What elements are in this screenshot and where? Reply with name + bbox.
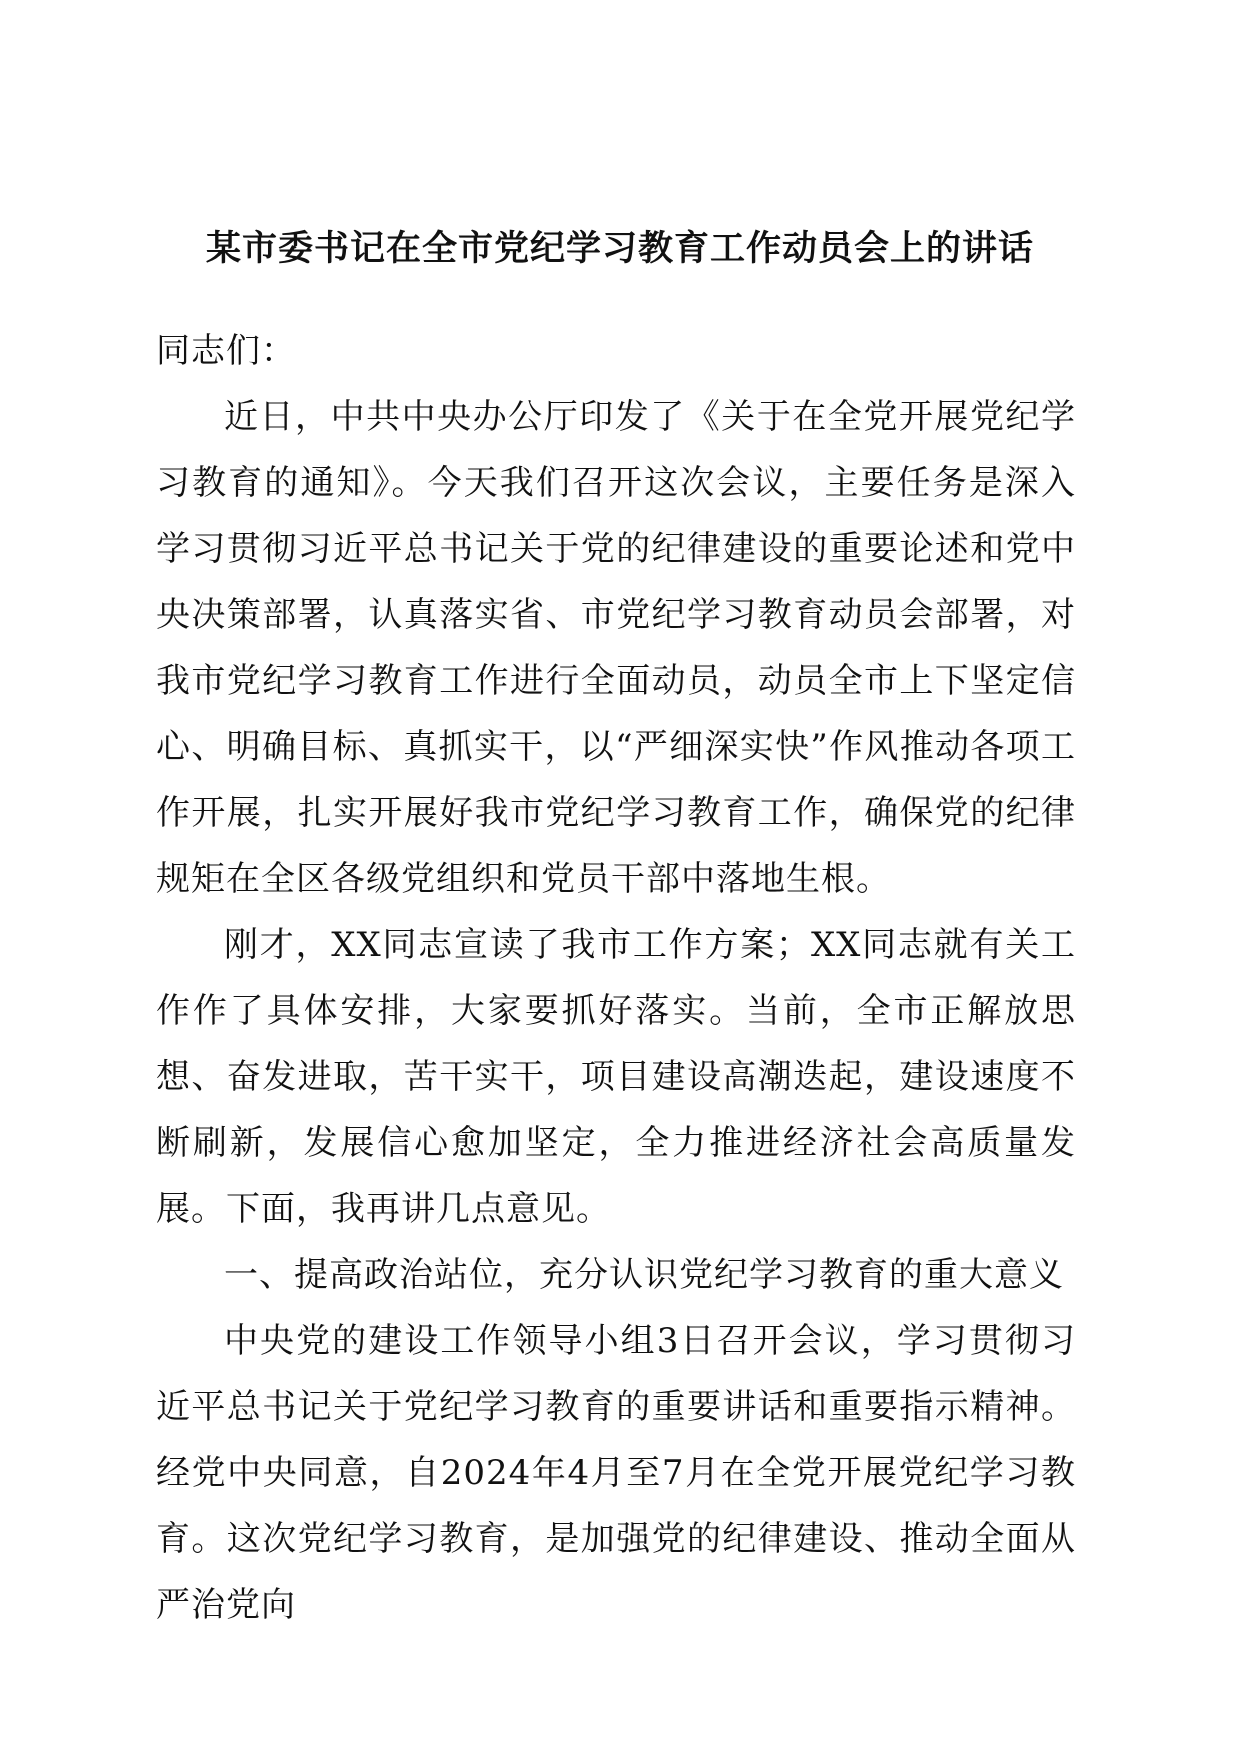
paragraph-context: 刚才，XX同志宣读了我市工作方案；XX同志就有关工作作了具体安排，大家要抓好落实。当前，全市正解放思想、奋发进取，苦干实干，项目建设高潮迭起，建设速度不断刷新，发展信心愈加坚定，全力推进经济社会高质量发展。下面，我再讲几点意见。 [156, 925, 1076, 1229]
document-title: 某市委书记在全市党纪学习教育工作动员会上的讲话 [205, 229, 1034, 269]
paragraph-intro: 近日，中共中央办公厅印发了《关于在全党开展党纪学习教育的通知》。今天我们召开这次会议，主要任务是深入学习贯彻习近平总书记关于党的纪律建设的重要论述和党中央决策部署，认真落实省、市党纪学习教育动员会部署，对我市党纪学习教育工作进行全面动员，动员全市上下坚定信心、明确目标、真抓实干，以“严细深实快”作风推动各项工作开展，扎实开展好我市党纪学习教育工作，确保党的纪律规矩在全区各级党组织和党员干部中落地生根。 [156, 397, 1076, 899]
section-paragraph: 中央党的建设工作领导小组3日召开会议，学习贯彻习近平总书记关于党纪学习教育的重要讲话和重要指示精神。经党中央同意，自2024年4月至7月在全党开展党纪学习教育。这次党纪学习教育，是加强党的纪律建设、推动全面从严治党向 [156, 1321, 1076, 1625]
section-heading: 一、提高政治站位，充分认识党纪学习教育的重大意义 [224, 1255, 1064, 1295]
document-body [156, 318, 1076, 1638]
greeting: 同志们： [156, 331, 296, 371]
